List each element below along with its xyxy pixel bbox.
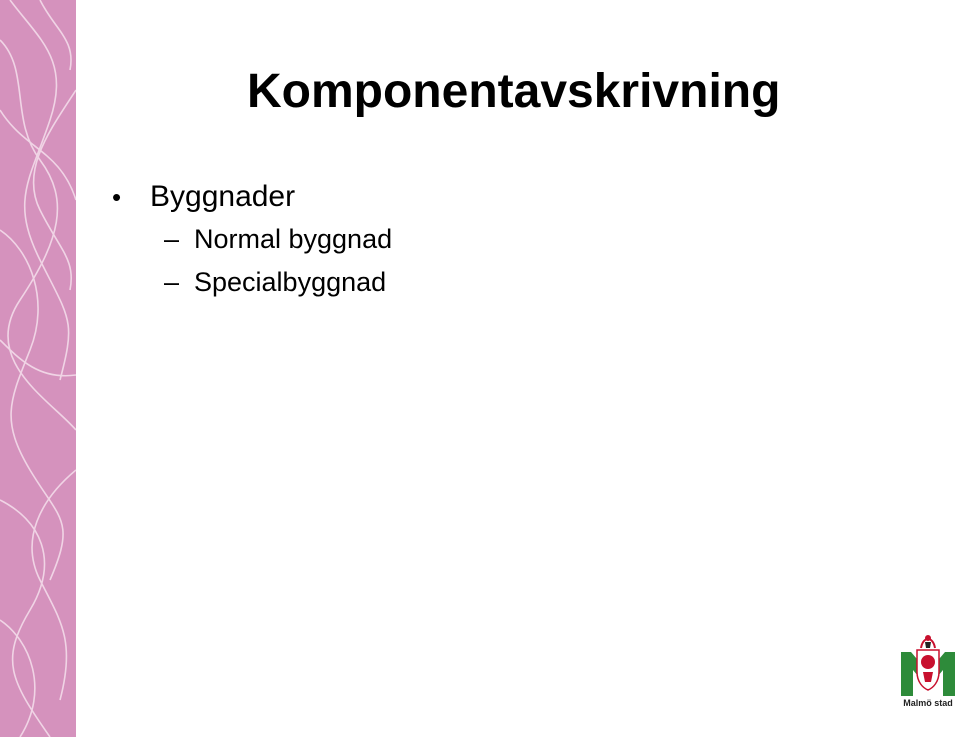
sub-bullet-item <box>164 218 392 261</box>
coat-of-arms-icon <box>897 632 959 698</box>
bullet-item <box>112 178 392 304</box>
dash-marker: – <box>164 267 180 297</box>
sub-bullet-label: Normal byggnad <box>194 224 393 254</box>
dash-marker: – <box>164 224 180 254</box>
sub-bullet-list <box>112 218 392 304</box>
wavy-lines-pattern <box>0 0 76 737</box>
bullet-label: Byggnader <box>150 180 296 213</box>
sub-bullet-item <box>164 261 392 304</box>
decorative-side-band <box>0 0 76 737</box>
logo-caption: Malmö stad <box>903 698 953 708</box>
bullet-level-1 <box>112 178 392 218</box>
bullet-marker: • <box>112 182 122 212</box>
slide-title: Komponentavskrivning <box>247 65 781 118</box>
malmo-stad-logo <box>897 632 959 712</box>
sub-bullet-label: Specialbyggnad <box>194 267 387 297</box>
bullet-list <box>112 178 392 304</box>
